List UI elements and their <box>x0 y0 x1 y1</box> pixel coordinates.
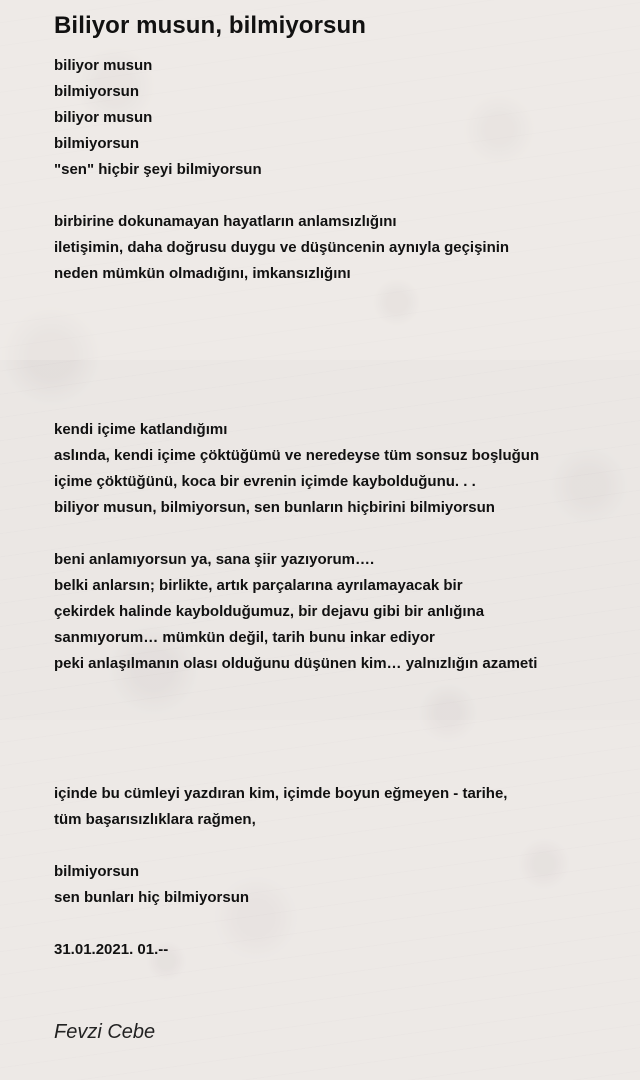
poem-line: sanmıyorum… mümkün değil, tarih bunu inkar ediyor <box>54 629 435 646</box>
poem-line <box>54 833 624 859</box>
poem-line <box>54 313 624 339</box>
poem-line: peki anlaşılmanın olası olduğunu düşünen kim… yalnızlığın azameti <box>54 655 538 672</box>
poem-line <box>54 911 624 937</box>
poem-line: bilmiyorsun <box>54 83 140 100</box>
poem-line: biliyor musun, bilmiyorsun, sen bunların hiçbirini bilmiyorsun <box>54 499 495 516</box>
poem-line: kendi içime katlandığımı <box>54 421 228 438</box>
poem-line <box>54 365 624 391</box>
poem-line: tüm başarısızlıklara rağmen, <box>54 811 256 828</box>
poem-line: bilmiyorsun <box>54 135 140 152</box>
poem-line: içime çöktüğünü, koca bir evrenin içimde kaybolduğunu. . . <box>54 473 476 490</box>
poem-date: 31.01.2021. 01.-- <box>54 941 169 958</box>
poem-line: biliyor musun <box>54 109 153 126</box>
poem-line <box>54 521 624 547</box>
poem-line: iletişimin, daha doğrusu duygu ve düşüncenin aynıyla geçişinin <box>54 239 510 256</box>
poem-body <box>54 53 624 963</box>
poem <box>54 10 624 963</box>
poem-line: birbirine dokunamayan hayatların anlamsızlığını <box>54 213 397 230</box>
poem-line: içinde bu cümleyi yazdıran kim, içimde boyun eğmeyen - tarihe, <box>54 785 508 802</box>
poem-line: biliyor musun <box>54 57 153 74</box>
poem-title: Biliyor musun, bilmiyorsun <box>54 12 366 39</box>
poem-line <box>54 391 624 417</box>
poem-line: beni anlamıyorsun ya, sana şiir yazıyorum…. <box>54 551 375 568</box>
poem-line <box>54 755 624 781</box>
poem-line: aslında, kendi içime çöktüğümü ve neredeyse tüm sonsuz boşluğun <box>54 447 540 464</box>
poem-line: bilmiyorsun <box>54 863 140 880</box>
poem-line: "sen" hiçbir şeyi bilmiyorsun <box>54 161 262 178</box>
poem-line <box>54 677 624 703</box>
poem-line <box>54 339 624 365</box>
poem-line <box>54 703 624 729</box>
poem-line: belki anlarsın; birlikte, artık parçalarına ayrılamayacak bir <box>54 577 463 594</box>
poem-line <box>54 729 624 755</box>
poem-line <box>54 287 624 313</box>
poem-line: sen bunları hiç bilmiyorsun <box>54 889 250 906</box>
poem-line: neden mümkün olmadığını, imkansızlığını <box>54 265 351 282</box>
author-signature: Fevzi Cebe <box>54 1021 156 1043</box>
poem-line: çekirdek halinde kaybolduğumuz, bir dejavu gibi bir anlığına <box>54 603 485 620</box>
poem-line <box>54 183 624 209</box>
